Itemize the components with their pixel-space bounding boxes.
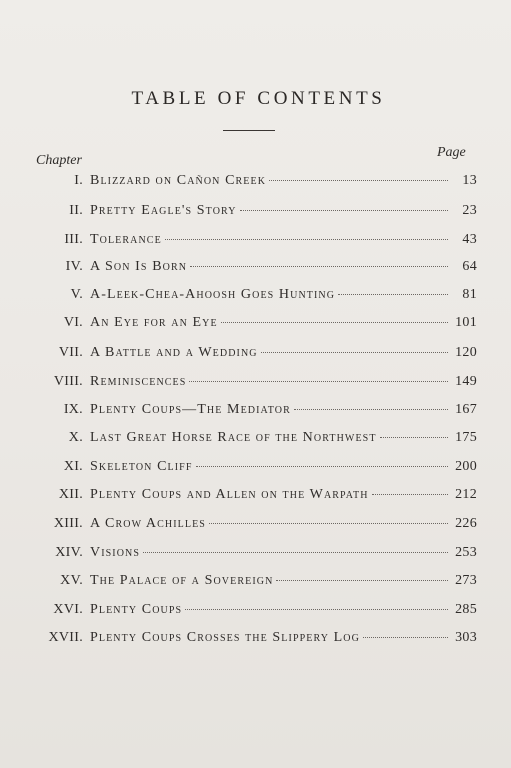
page-number: 149 bbox=[455, 374, 477, 389]
dot-leader bbox=[196, 466, 448, 467]
chapter-number: V. bbox=[70, 287, 83, 302]
toc-entry bbox=[36, 259, 477, 281]
chapter-title: Reminiscences bbox=[90, 374, 187, 389]
page-number: 64 bbox=[462, 259, 477, 274]
page-number: 226 bbox=[455, 516, 477, 531]
chapter-title: A Crow Achilles bbox=[90, 516, 206, 531]
chapter-title: A Battle and a Wedding bbox=[90, 345, 258, 360]
chapter-number: XVI. bbox=[53, 602, 83, 617]
toc-entry bbox=[36, 430, 477, 452]
dot-leader bbox=[240, 210, 448, 211]
title-rule bbox=[223, 130, 275, 131]
chapter-number: IX. bbox=[63, 402, 83, 417]
chapter-title: Tolerance bbox=[90, 232, 162, 247]
toc-entry bbox=[36, 287, 477, 309]
dot-leader bbox=[372, 494, 448, 495]
toc-entry bbox=[36, 173, 477, 195]
toc-entry bbox=[36, 487, 477, 509]
chapter-title: Last Great Horse Race of the Northwest bbox=[90, 430, 377, 445]
dot-leader bbox=[143, 552, 448, 553]
toc-entry bbox=[36, 459, 477, 481]
chapter-number: I. bbox=[74, 173, 83, 188]
page-number: 101 bbox=[455, 315, 477, 330]
toc-entry bbox=[36, 630, 477, 652]
dot-leader bbox=[190, 266, 448, 267]
chapter-number: X. bbox=[68, 430, 83, 445]
page-number: 253 bbox=[455, 545, 477, 560]
chapter-title: A-Leek-Chea-Ahoosh Goes Hunting bbox=[90, 287, 336, 302]
page-number: 212 bbox=[455, 487, 477, 502]
chapter-number: VI. bbox=[63, 315, 83, 330]
dot-leader bbox=[294, 409, 448, 410]
chapter-column-label: Chapter bbox=[36, 153, 82, 168]
chapter-number: VII. bbox=[58, 345, 83, 360]
chapter-number: II. bbox=[69, 203, 83, 218]
page-number: 43 bbox=[462, 232, 477, 247]
chapter-number: XV. bbox=[60, 573, 83, 588]
toc-entry bbox=[36, 402, 477, 424]
chapter-number: III. bbox=[64, 232, 83, 247]
page-number: 175 bbox=[455, 430, 477, 445]
chapter-number: XIV. bbox=[55, 545, 83, 560]
chapter-title: Plenty Coups bbox=[90, 602, 183, 617]
chapter-title: An Eye for an Eye bbox=[90, 315, 218, 330]
page-number: 303 bbox=[455, 630, 477, 645]
chapter-number: XII. bbox=[58, 487, 83, 502]
chapter-number: VIII. bbox=[53, 374, 83, 389]
chapter-number: XI. bbox=[63, 459, 83, 474]
toc-entry bbox=[36, 573, 477, 595]
dot-leader bbox=[221, 322, 448, 323]
page-number: 167 bbox=[455, 402, 477, 417]
dot-leader bbox=[338, 294, 448, 295]
page-number: 273 bbox=[455, 573, 477, 588]
dot-leader bbox=[276, 580, 448, 581]
page-number: 13 bbox=[462, 173, 477, 188]
dot-leader bbox=[165, 239, 448, 240]
chapter-number: XVII. bbox=[48, 630, 83, 645]
chapter-title: Skeleton Cliff bbox=[90, 459, 193, 474]
chapter-title: Plenty Coups—The Mediator bbox=[90, 402, 291, 417]
chapter-title: A Son Is Born bbox=[90, 259, 188, 274]
toc-entry bbox=[36, 374, 477, 396]
toc-entry bbox=[36, 345, 477, 367]
chapter-number: IV. bbox=[65, 259, 83, 274]
dot-leader bbox=[269, 180, 448, 181]
dot-leader bbox=[363, 637, 448, 638]
chapter-title: Plenty Coups Crosses the Slippery Log bbox=[90, 630, 360, 645]
dot-leader bbox=[189, 381, 448, 382]
chapter-title: The Palace of a Sovereign bbox=[90, 573, 274, 588]
toc-entry bbox=[36, 203, 477, 225]
toc-entry bbox=[36, 602, 477, 624]
page-number: 120 bbox=[455, 345, 477, 360]
chapter-title: Plenty Coups and Allen on the Warpath bbox=[90, 487, 369, 502]
page-column-label: Page bbox=[437, 145, 466, 160]
chapter-number: XIII. bbox=[53, 516, 83, 531]
chapter-title: Blizzard on Cañon Creek bbox=[90, 173, 267, 188]
toc-entry bbox=[36, 232, 477, 254]
toc-entry bbox=[36, 545, 477, 567]
toc-entry bbox=[36, 516, 477, 538]
page-number: 285 bbox=[455, 602, 477, 617]
dot-leader bbox=[380, 437, 448, 438]
toc-entry bbox=[36, 315, 477, 337]
page-number: 23 bbox=[462, 203, 477, 218]
dot-leader bbox=[261, 352, 448, 353]
page-number: 200 bbox=[455, 459, 477, 474]
page-title: TABLE OF CONTENTS bbox=[131, 88, 386, 109]
chapter-title: Pretty Eagle's Story bbox=[90, 203, 237, 218]
dot-leader bbox=[209, 523, 448, 524]
page-number: 81 bbox=[462, 287, 477, 302]
chapter-title: Visions bbox=[90, 545, 141, 560]
dot-leader bbox=[185, 609, 448, 610]
